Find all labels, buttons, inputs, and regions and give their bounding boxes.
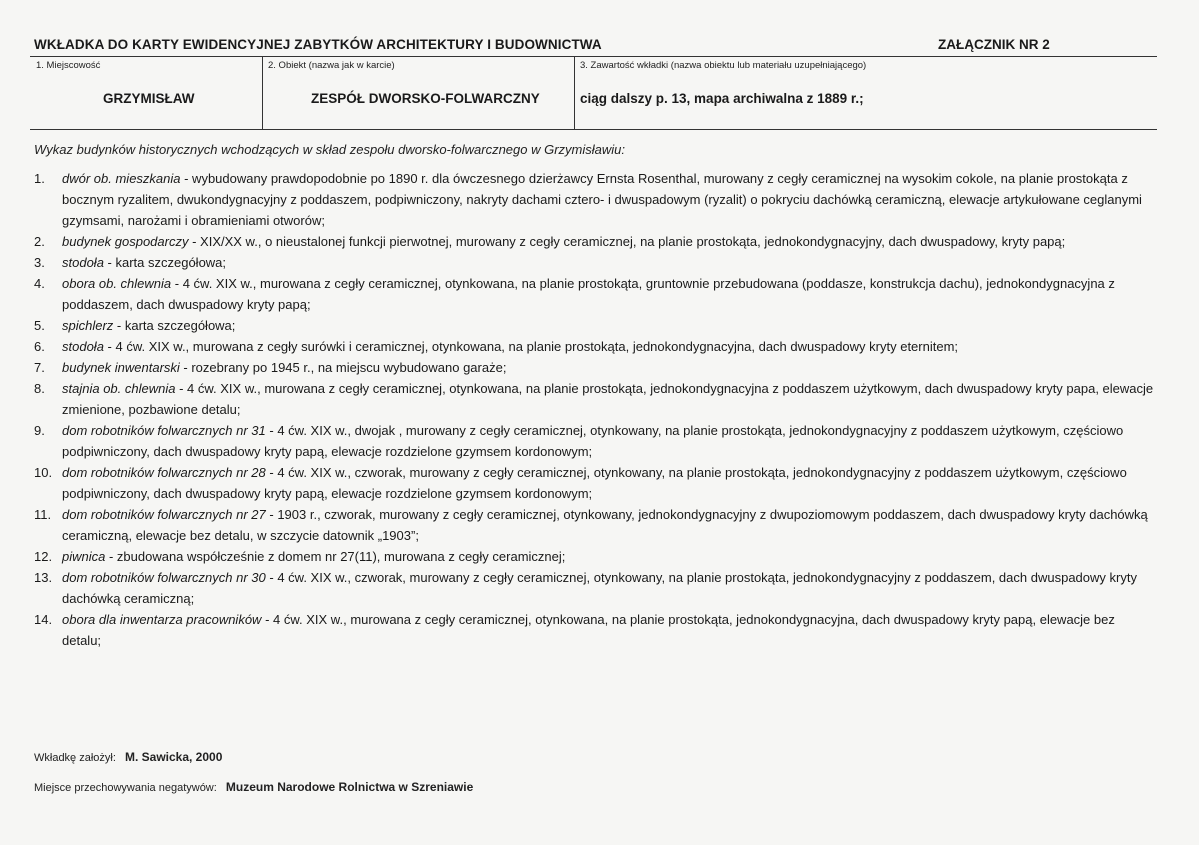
contents-label: 3. Zawartość wkładki (nazwa obiektu lub materiału uzupełniającego) xyxy=(580,60,867,71)
list-item xyxy=(34,609,1154,651)
list-item-text xyxy=(62,357,1154,378)
list-item-text xyxy=(62,315,1154,336)
list-item-text xyxy=(62,462,1154,504)
list-item-number: 13. xyxy=(34,570,53,585)
list-item-number: 3. xyxy=(34,255,45,270)
list-item-text xyxy=(62,504,1154,546)
building-description: - 4 ćw. XIX w., dwojak , murowany z cegły ceramicznej, otynkowany, na planie prostokąta, jednokondygnacyjny z poddaszem użytkowym, częściowo podpiwniczony, dach dwuspadowy kryty papą, elewacje rozdzielone gzymsem kordonowym; xyxy=(62,423,1124,459)
list-item-text xyxy=(62,231,1154,252)
column-divider-1 xyxy=(262,56,263,130)
storage-value: Muzeum Narodowe Rolnictwa w Szreniawie xyxy=(225,780,474,794)
building-list xyxy=(34,168,1154,651)
building-description: - wybudowany prawdopodobnie po 1890 r. dla ówczesnego dzierżawcy Ernsta Rosenthal, murowany z cegły ceramicznej na wysokim cokole, na planie prostokąta z bocznym ryzalitem, dwukondygnacyjny z poddaszem, podpiwniczony, nakryty dachami cztero- i dwuspadowym (ryzalit) o pokryciu dachówką ceramiczną, elewacje artykułowane ceglanymi gzymsami, narożami i obramieniami otworów; xyxy=(62,171,1142,228)
author-value: M. Sawicka, 2000 xyxy=(124,750,223,764)
table-top-border xyxy=(30,56,1157,57)
object-value: ZESPÓŁ DWORSKO-FOLWARCZNY xyxy=(311,91,540,106)
building-name: stodoła xyxy=(62,255,104,270)
building-description: - 4 ćw. XIX w., czworak, murowany z cegły ceramicznej, otynkowany, na planie prostokąta, jednokondygnacyjny z poddaszem, dach dwuspadowy kryty dachówką ceramiczną; xyxy=(62,570,1137,606)
list-item-number: 1. xyxy=(34,171,45,186)
building-name: obora dla inwentarza pracowników xyxy=(62,612,262,627)
list-item xyxy=(34,336,1154,357)
list-item xyxy=(34,357,1154,378)
author-line xyxy=(34,750,222,764)
building-name: dom robotników folwarcznych nr 31 xyxy=(62,423,266,438)
list-item-number: 4. xyxy=(34,276,45,291)
contents-value: ciąg dalszy p. 13, mapa archiwalna z 1889 r.; xyxy=(580,91,864,106)
list-item-text xyxy=(62,567,1154,609)
building-name: stajnia ob. chlewnia xyxy=(62,381,176,396)
list-item xyxy=(34,315,1154,336)
building-name: obora ob. chlewnia xyxy=(62,276,172,291)
list-item xyxy=(34,231,1154,252)
list-item xyxy=(34,546,1154,567)
list-item-text xyxy=(62,609,1154,651)
building-name: stodoła xyxy=(62,339,104,354)
building-description: - 4 ćw. XIX w., murowana z cegły surówki i ceramicznej, otynkowana, na planie prostokąta, jednokondygnacyjna, dach dwuspadowy kryty eternitem; xyxy=(103,339,959,354)
list-item-text xyxy=(62,378,1154,420)
list-item xyxy=(34,252,1154,273)
building-name: spichlerz xyxy=(62,318,114,333)
building-description: - 1903 r., czworak, murowany z cegły ceramicznej, otynkowany, jednokondygnacyjny z dwupoziomowym poddaszem, dach dwuspadowy kryty dachówką ceramiczną, elewacje bez detalu, w szczycie datownik „1903”; xyxy=(62,507,1148,543)
list-item-number: 2. xyxy=(34,234,45,249)
list-item-number: 12. xyxy=(34,549,53,564)
building-description: - karta szczegółowa; xyxy=(103,255,227,270)
building-description: - 4 ćw. XIX w., murowana z cegły ceramicznej, otynkowana, na planie prostokąta, jednokondygnacyjna z poddaszem użytkowym, dach dwuspadowy kryty papa, elewacje zmienione, pozbawione detalu; xyxy=(62,381,1154,417)
annex-number: ZAŁĄCZNIK NR 2 xyxy=(938,37,1050,52)
building-name: budynek gospodarczy xyxy=(62,234,189,249)
list-item xyxy=(34,420,1154,462)
document-title: WKŁADKA DO KARTY EWIDENCYJNEJ ZABYTKÓW ARCHITEKTURY I BUDOWNICTWA xyxy=(34,37,602,52)
list-item xyxy=(34,567,1154,609)
building-description: - XIX/XX w., o nieustalonej funkcji pierwotnej, murowany z cegły ceramicznej, na planie prostokąta, jednokondygnacyjny, dach dwuspadowy, kryty papą; xyxy=(188,234,1066,249)
list-item xyxy=(34,504,1154,546)
column-divider-2 xyxy=(574,56,575,130)
building-name: budynek inwentarski xyxy=(62,360,180,375)
storage-line xyxy=(34,780,473,794)
list-item xyxy=(34,378,1154,420)
building-description: - 4 ćw. XIX w., murowana z cegły ceramicznej, otynkowana, na planie prostokąta, gruntownie przebudowana (poddasze, konstrukcja dachu), jednokondygnacyjna z poddaszem, dach dwuspadowy kryty papą; xyxy=(62,276,1115,312)
list-item-text xyxy=(62,336,1154,357)
locality-value: GRZYMISŁAW xyxy=(103,91,195,106)
list-item-text xyxy=(62,420,1154,462)
list-item xyxy=(34,273,1154,315)
building-description: - rozebrany po 1945 r., na miejscu wybudowano garaże; xyxy=(179,360,507,375)
list-item-number: 7. xyxy=(34,360,45,375)
list-item-number: 8. xyxy=(34,381,45,396)
building-name: piwnica xyxy=(62,549,106,564)
object-label: 2. Obiekt (nazwa jak w karcie) xyxy=(268,60,395,71)
list-item-number: 10. xyxy=(34,465,53,480)
list-intro: Wykaz budynków historycznych wchodzących w skład zespołu dworsko-folwarcznego w Grzymisławiu: xyxy=(34,142,625,157)
storage-label: Miejsce przechowywania negatywów: xyxy=(34,782,217,794)
list-item-number: 9. xyxy=(34,423,45,438)
building-name: dom robotników folwarcznych nr 30 xyxy=(62,570,266,585)
list-item xyxy=(34,168,1154,231)
locality-label: 1. Miejscowość xyxy=(36,60,101,71)
building-name: dom robotników folwarcznych nr 28 xyxy=(62,465,266,480)
list-item xyxy=(34,462,1154,504)
table-bottom-border xyxy=(30,129,1157,130)
list-item-text xyxy=(62,252,1154,273)
building-description: - 4 ćw. XIX w., murowana z cegły ceramicznej, otynkowana, na planie prostokąta, jednokondygnacyjna, dach dwuspadowy kryty papą, elewacje bez detalu; xyxy=(62,612,1115,648)
author-label: Wkładkę założył: xyxy=(34,752,116,764)
building-description: - zbudowana współcześnie z domem nr 27(11), murowana z cegły ceramicznej; xyxy=(105,549,566,564)
list-item-text xyxy=(62,546,1154,567)
building-name: dwór ob. mieszkania xyxy=(62,171,181,186)
list-item-number: 5. xyxy=(34,318,45,333)
list-item-text xyxy=(62,168,1154,231)
list-item-number: 14. xyxy=(34,612,53,627)
list-item-text xyxy=(62,273,1154,315)
list-item-number: 11. xyxy=(34,507,52,522)
list-item-number: 6. xyxy=(34,339,45,354)
building-name: dom robotników folwarcznych nr 27 xyxy=(62,507,266,522)
building-description: - 4 ćw. XIX w., czworak, murowany z cegły ceramicznej, otynkowany, na planie prostokąta, jednokondygnacyjny z poddaszem użytkowym, częściowo podpiwniczony, dach dwuspadowy kryty papą, elewacje rozdzielone gzymsem kordonowym; xyxy=(62,465,1127,501)
building-description: - karta szczegółowa; xyxy=(113,318,236,333)
